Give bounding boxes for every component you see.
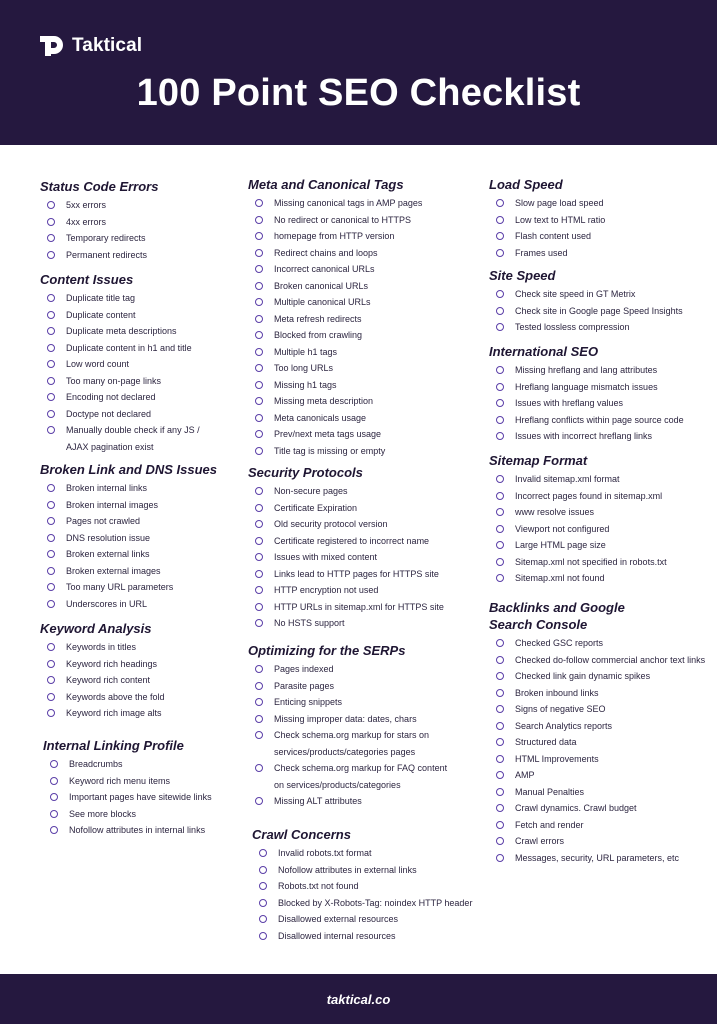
checklist-item: Missing h1 tags (248, 377, 422, 394)
circle-bullet-icon (496, 574, 504, 582)
checklist-item: AMP (489, 767, 705, 784)
section-title: International SEO (489, 344, 599, 359)
checklist-item: Enticing snippets (248, 694, 447, 711)
section-internal-linking (43, 737, 212, 839)
checklist-item: Check schema.org markup for stars on (248, 727, 447, 744)
circle-bullet-icon (47, 583, 55, 591)
section-title: Optimizing for the SERPs (248, 643, 406, 658)
checklist-item: Duplicate content in h1 and title (40, 340, 200, 357)
checklist-item: Encoding not declared (40, 389, 200, 406)
section-status-code-errors (40, 178, 158, 263)
checklist-item: Issues with mixed content (248, 549, 444, 566)
circle-bullet-icon (255, 216, 263, 224)
checklist-item: Disallowed external resources (252, 911, 472, 928)
circle-bullet-icon (496, 383, 504, 391)
brand-logo[interactable] (38, 33, 142, 59)
checklist-item: Tested lossless compression (489, 319, 683, 336)
circle-bullet-icon (50, 826, 58, 834)
checklist-item: See more blocks (43, 806, 212, 823)
section-title: Internal Linking Profile (43, 738, 184, 753)
checklist-item: Broken inbound links (489, 685, 705, 702)
checklist-item: Nofollow attributes in external links (252, 862, 472, 879)
circle-bullet-icon (496, 416, 504, 424)
checklist-item: Keyword rich headings (40, 656, 165, 673)
circle-bullet-icon (47, 294, 55, 302)
section-title: Sitemap Format (489, 453, 588, 468)
checklist-item: Keyword rich menu items (43, 773, 212, 790)
checklist (248, 195, 422, 459)
circle-bullet-icon (255, 364, 263, 372)
circle-bullet-icon (496, 705, 504, 713)
circle-bullet-icon (255, 430, 263, 438)
circle-bullet-icon (255, 282, 263, 290)
checklist-item: Meta canonicals usage (248, 410, 422, 427)
checklist-item-continuation: AJAX pagination exist (66, 441, 154, 452)
checklist-item: Missing meta description (248, 393, 422, 410)
checklist-item: Keywords above the fold (40, 689, 165, 706)
checklist-item: Checked do-follow commercial anchor text links (489, 652, 705, 669)
circle-bullet-icon (255, 553, 263, 561)
circle-bullet-icon (259, 932, 267, 940)
checklist-item: Issues with hreflang values (489, 395, 684, 412)
checklist-item: Manual Penalties (489, 784, 705, 801)
checklist-item: Robots.txt not found (252, 878, 472, 895)
checklist (40, 197, 158, 263)
footer-banner (0, 974, 717, 1024)
circle-bullet-icon (496, 672, 504, 680)
circle-bullet-icon (255, 414, 263, 422)
checklist-item: Missing improper data: dates, chars (248, 711, 447, 728)
section-title: Status Code Errors (40, 179, 159, 194)
footer-url-link[interactable]: taktical.co (326, 991, 391, 1007)
circle-bullet-icon (255, 715, 263, 723)
checklist-item: Checked link gain dynamic spikes (489, 668, 705, 685)
circle-bullet-icon (47, 251, 55, 259)
checklist-item: Check site speed in GT Metrix (489, 286, 683, 303)
checklist-item: Parasite pages (248, 678, 447, 695)
section-crawl-concerns (252, 826, 472, 944)
section-international-seo (489, 343, 684, 445)
checklist-item: HTTP URLs in sitemap.xml for HTTPS site (248, 599, 444, 616)
checklist-item: Broken external links (40, 546, 217, 563)
circle-bullet-icon (496, 558, 504, 566)
circle-bullet-icon (47, 377, 55, 385)
checklist-item: Too long URLs (248, 360, 422, 377)
circle-bullet-icon (496, 821, 504, 829)
checklist-item: 4xx errors (40, 214, 158, 231)
circle-bullet-icon (255, 487, 263, 495)
checklist-item: Pages not crawled (40, 513, 217, 530)
circle-bullet-icon (47, 693, 55, 701)
checklist-item: Sitemap.xml not found (489, 570, 667, 587)
checklist-item: Blocked by X-Robots-Tag: noindex HTTP header (252, 895, 472, 912)
checklist-item-continuation: services/products/categories pages (274, 746, 416, 757)
checklist-item: Meta refresh redirects (248, 311, 422, 328)
checklist-item: Underscores in URL (40, 596, 217, 613)
checklist (489, 362, 684, 445)
circle-bullet-icon (496, 541, 504, 549)
circle-bullet-icon (47, 484, 55, 492)
header-banner (0, 0, 717, 145)
section-title: Keyword Analysis (40, 621, 152, 636)
section-title: Content Issues (40, 272, 134, 287)
section-content-issues (40, 271, 200, 455)
checklist-item: Duplicate content (40, 307, 200, 324)
circle-bullet-icon (259, 882, 267, 890)
circle-bullet-icon (47, 550, 55, 558)
section-site-speed (489, 267, 683, 336)
circle-bullet-icon (47, 709, 55, 717)
circle-bullet-icon (496, 475, 504, 483)
checklist-item: HTTP encryption not used (248, 582, 444, 599)
checklist-item: Fetch and render (489, 817, 705, 834)
checklist-item: Viewport not configured (489, 521, 667, 538)
circle-bullet-icon (496, 307, 504, 315)
circle-bullet-icon (50, 793, 58, 801)
circle-bullet-icon (496, 508, 504, 516)
checklist-item: Issues with incorrect hreflang links (489, 428, 684, 445)
circle-bullet-icon (50, 810, 58, 818)
checklist-item: Low text to HTML ratio (489, 212, 605, 229)
checklist-item: homepage from HTTP version (248, 228, 422, 245)
checklist-item: Check schema.org markup for FAQ content (248, 760, 447, 777)
circle-bullet-icon (47, 234, 55, 242)
circle-bullet-icon (255, 348, 263, 356)
circle-bullet-icon (496, 232, 504, 240)
circle-bullet-icon (496, 432, 504, 440)
checklist-item: Doctype not declared (40, 406, 200, 423)
checklist-item: Invalid sitemap.xml format (489, 471, 667, 488)
circle-bullet-icon (496, 639, 504, 647)
checklist-item: Large HTML page size (489, 537, 667, 554)
taktical-logo-icon (38, 34, 66, 58)
checklist-item: Certificate Expiration (248, 500, 444, 517)
circle-bullet-icon (496, 323, 504, 331)
checklist (489, 471, 667, 587)
circle-bullet-icon (47, 501, 55, 509)
section-title: Backlinks and Google Search Console (489, 600, 625, 632)
checklist-item: HTML Improvements (489, 751, 705, 768)
checklist-item: Flash content used (489, 228, 605, 245)
checklist-item: Frames used (489, 245, 605, 262)
circle-bullet-icon (47, 410, 55, 418)
circle-bullet-icon (47, 360, 55, 368)
checklist (40, 639, 165, 722)
circle-bullet-icon (47, 517, 55, 525)
circle-bullet-icon (496, 771, 504, 779)
checklist-item: Old security protocol version (248, 516, 444, 533)
circle-bullet-icon (255, 447, 263, 455)
checklist-item: Missing hreflang and lang attributes (489, 362, 684, 379)
circle-bullet-icon (496, 738, 504, 746)
circle-bullet-icon (259, 899, 267, 907)
circle-bullet-icon (255, 698, 263, 706)
checklist-item: Hreflang language mismatch issues (489, 379, 684, 396)
checklist-item: Keyword rich image alts (40, 705, 165, 722)
circle-bullet-icon (255, 537, 263, 545)
checklist-item: Broken internal links (40, 480, 217, 497)
checklist-item: Title tag is missing or empty (248, 443, 422, 460)
section-title: Crawl Concerns (252, 827, 351, 842)
section-title: Site Speed (489, 268, 556, 283)
checklist-item: Multiple canonical URLs (248, 294, 422, 311)
checklist-item: Keyword rich content (40, 672, 165, 689)
circle-bullet-icon (496, 837, 504, 845)
checklist-item: Duplicate title tag (40, 290, 200, 307)
circle-bullet-icon (255, 504, 263, 512)
checklist-item: Certificate registered to incorrect name (248, 533, 444, 550)
checklist-item: Pages indexed (248, 661, 447, 678)
checklist-item: Broken internal images (40, 497, 217, 514)
circle-bullet-icon (496, 525, 504, 533)
checklist-item: Multiple h1 tags (248, 344, 422, 361)
checklist-item: Check site in Google page Speed Insights (489, 303, 683, 320)
checklist-item: Manually double check if any JS / (40, 422, 200, 439)
checklist-item: Blocked from crawling (248, 327, 422, 344)
checklist-item: Duplicate meta descriptions (40, 323, 200, 340)
circle-bullet-icon (47, 567, 55, 575)
checklist-item: Permanent redirects (40, 247, 158, 264)
section-load-speed (489, 176, 605, 261)
circle-bullet-icon (255, 619, 263, 627)
circle-bullet-icon (255, 764, 263, 772)
circle-bullet-icon (255, 265, 263, 273)
circle-bullet-icon (255, 682, 263, 690)
section-meta-canonical (248, 176, 422, 459)
checklist-item: Messages, security, URL parameters, etc (489, 850, 705, 867)
checklist-item: DNS resolution issue (40, 530, 217, 547)
circle-bullet-icon (496, 216, 504, 224)
checklist-item: Signs of negative SEO (489, 701, 705, 718)
circle-bullet-icon (47, 218, 55, 226)
checklist-item: Incorrect canonical URLs (248, 261, 422, 278)
circle-bullet-icon (259, 849, 267, 857)
checklist-item: Structured data (489, 734, 705, 751)
circle-bullet-icon (47, 311, 55, 319)
circle-bullet-icon (496, 722, 504, 730)
circle-bullet-icon (47, 534, 55, 542)
circle-bullet-icon (47, 201, 55, 209)
section-keyword-analysis (40, 620, 165, 722)
checklist-item: Slow page load speed (489, 195, 605, 212)
checklist-item: Low word count (40, 356, 200, 373)
circle-bullet-icon (47, 660, 55, 668)
circle-bullet-icon (255, 199, 263, 207)
circle-bullet-icon (496, 854, 504, 862)
checklist-item: Missing ALT attributes (248, 793, 447, 810)
circle-bullet-icon (47, 600, 55, 608)
checklist-item: Keywords in titles (40, 639, 165, 656)
checklist-item: Incorrect pages found in sitemap.xml (489, 488, 667, 505)
checklist-item: Disallowed internal resources (252, 928, 472, 945)
checklist-item-continuation: on services/products/categories (274, 779, 401, 790)
checklist (489, 635, 705, 866)
section-title: Load Speed (489, 177, 563, 192)
checklist-item: Crawl errors (489, 833, 705, 850)
brand-name: Taktical (72, 35, 143, 56)
checklist-item: Sitemap.xml not specified in robots.txt (489, 554, 667, 571)
circle-bullet-icon (496, 399, 504, 407)
circle-bullet-icon (255, 331, 263, 339)
circle-bullet-icon (255, 520, 263, 528)
checklist-item: Prev/next meta tags usage (248, 426, 422, 443)
checklist (489, 286, 683, 336)
circle-bullet-icon (47, 643, 55, 651)
circle-bullet-icon (50, 760, 58, 768)
checklist-item: www resolve issues (489, 504, 667, 521)
checklist (43, 756, 212, 839)
circle-bullet-icon (255, 570, 263, 578)
circle-bullet-icon (47, 327, 55, 335)
circle-bullet-icon (255, 298, 263, 306)
circle-bullet-icon (496, 366, 504, 374)
checklist-item: Temporary redirects (40, 230, 158, 247)
circle-bullet-icon (255, 232, 263, 240)
page-title: 100 Point SEO Checklist (136, 72, 581, 114)
circle-bullet-icon (255, 315, 263, 323)
checklist (40, 290, 200, 455)
circle-bullet-icon (496, 199, 504, 207)
checklist-item: Links lead to HTTP pages for HTTPS site (248, 566, 444, 583)
checklist-item: Checked GSC reports (489, 635, 705, 652)
checklist (252, 845, 472, 944)
checklist-item: Broken canonical URLs (248, 278, 422, 295)
section-broken-link-dns (40, 461, 217, 612)
circle-bullet-icon (496, 755, 504, 763)
circle-bullet-icon (255, 249, 263, 257)
circle-bullet-icon (255, 586, 263, 594)
circle-bullet-icon (255, 731, 263, 739)
circle-bullet-icon (496, 804, 504, 812)
circle-bullet-icon (50, 777, 58, 785)
circle-bullet-icon (496, 689, 504, 697)
section-title: Broken Link and DNS Issues (40, 462, 217, 477)
section-security-protocols (248, 464, 444, 632)
checklist-item: No HSTS support (248, 615, 444, 632)
circle-bullet-icon (496, 249, 504, 257)
circle-bullet-icon (496, 656, 504, 664)
circle-bullet-icon (255, 797, 263, 805)
section-optimizing-serps (248, 642, 447, 810)
section-title: Security Protocols (248, 465, 363, 480)
checklist (248, 661, 447, 810)
checklist-item: Broken external images (40, 563, 217, 580)
checklist-item: Non-secure pages (248, 483, 444, 500)
checklist-item: 5xx errors (40, 197, 158, 214)
checklist-item: No redirect or canonical to HTTPS (248, 212, 422, 229)
circle-bullet-icon (255, 397, 263, 405)
checklist-item: Too many on-page links (40, 373, 200, 390)
circle-bullet-icon (255, 665, 263, 673)
section-title: Meta and Canonical Tags (248, 177, 404, 192)
checklist (40, 480, 217, 612)
circle-bullet-icon (255, 381, 263, 389)
circle-bullet-icon (496, 290, 504, 298)
circle-bullet-icon (47, 676, 55, 684)
circle-bullet-icon (259, 866, 267, 874)
checklist-item: Missing canonical tags in AMP pages (248, 195, 422, 212)
checklist-item: Search Analytics reports (489, 718, 705, 735)
checklist (248, 483, 444, 632)
section-backlinks-gsc (489, 599, 705, 866)
checklist-item: Crawl dynamics. Crawl budget (489, 800, 705, 817)
circle-bullet-icon (47, 426, 55, 434)
checklist-item: Important pages have sitewide links (43, 789, 212, 806)
circle-bullet-icon (47, 344, 55, 352)
circle-bullet-icon (255, 603, 263, 611)
circle-bullet-icon (496, 788, 504, 796)
checklist-item: Redirect chains and loops (248, 245, 422, 262)
section-sitemap-format (489, 452, 667, 587)
circle-bullet-icon (496, 492, 504, 500)
checklist (489, 195, 605, 261)
checklist-item: Nofollow attributes in internal links (43, 822, 212, 839)
checklist-item: Breadcrumbs (43, 756, 212, 773)
checklist-item: Hreflang conflicts within page source code (489, 412, 684, 429)
checklist-item: Too many URL parameters (40, 579, 217, 596)
circle-bullet-icon (47, 393, 55, 401)
checklist-item: Invalid robots.txt format (252, 845, 472, 862)
circle-bullet-icon (259, 915, 267, 923)
